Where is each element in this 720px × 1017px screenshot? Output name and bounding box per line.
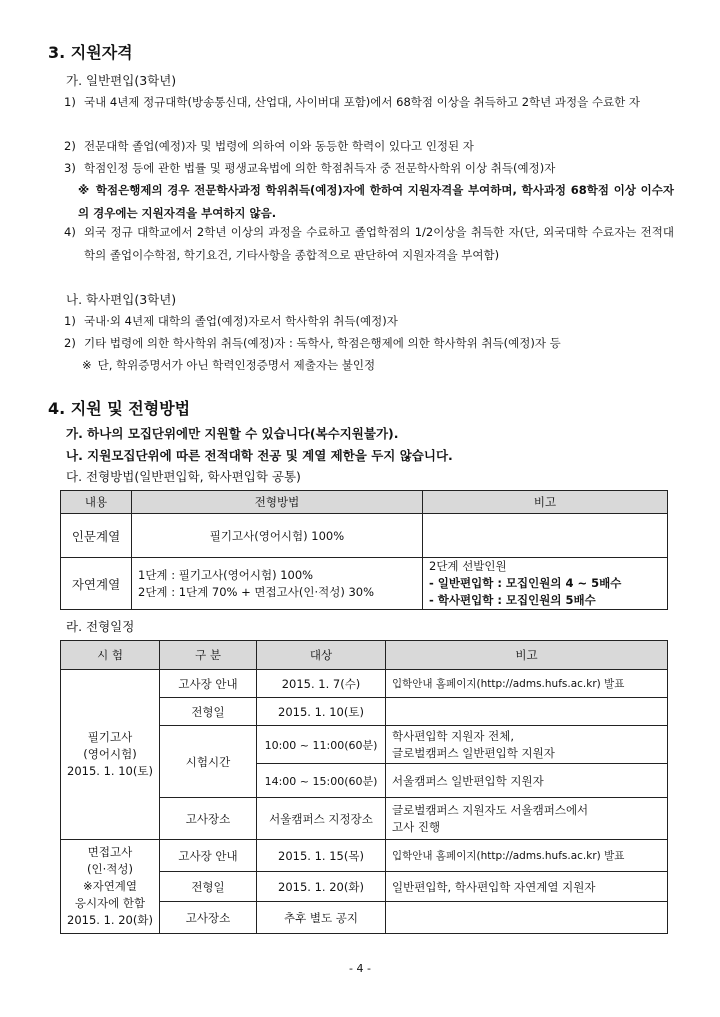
target-cell: 10:00 ~ 11:00(60분) [257, 726, 386, 764]
note-line: 글로벌캠퍼스 일반편입학 지원자 [392, 745, 555, 760]
kind-cell: 시험시간 [160, 726, 257, 798]
exam-line: 응시자에 한함 [74, 896, 146, 910]
table-header-row [61, 491, 668, 514]
item-text: 국내 4년제 정규대학(방송통신대, 산업대, 사이버대 포함)에서 68학점 이상을 취득하고 2학년 과정을 수료한 자 [84, 95, 640, 109]
list-item [64, 91, 674, 114]
col-header: 비고 [386, 641, 668, 670]
table-row [61, 670, 668, 698]
target-cell: 2015. 1. 10(토) [257, 698, 386, 726]
method-cell [132, 558, 423, 610]
section-4-ra: 라. 전형일정 [66, 619, 135, 634]
kind-cell: 고사장 안내 [160, 670, 257, 698]
kind-cell: 고사장소 [160, 798, 257, 840]
item-number: 2) [64, 336, 76, 350]
selection-method-table [60, 490, 668, 610]
note-text [82, 354, 678, 377]
kind-cell: 전형일 [160, 872, 257, 902]
col-header: 시 험 [61, 641, 160, 670]
schedule-table [60, 640, 668, 934]
note-mark: ※ [82, 358, 92, 372]
note-cell: 입학안내 홈페이지(http://adms.hufs.ac.kr) 발표 [386, 670, 668, 698]
note-line: - 일반편입학 : 모집인원의 4 ~ 5배수 [429, 576, 622, 590]
target-cell: 2015. 1. 20(화) [257, 872, 386, 902]
target-cell: 서울캠퍼스 지정장소 [257, 798, 386, 840]
exam-line: (영어시험) [83, 747, 137, 761]
table-row [61, 558, 668, 610]
table-row [61, 840, 668, 872]
note-cell [386, 726, 668, 764]
list-item [64, 135, 674, 158]
method-cell: 필기고사(영어시험) 100% [132, 514, 423, 558]
kind-cell: 전형일 [160, 698, 257, 726]
note-cell: 서울캠퍼스 일반편입학 지원자 [386, 764, 668, 798]
list-item [64, 332, 674, 355]
note-cell [423, 514, 668, 558]
method-line: 1단계 : 필기고사(영어시험) 100% [138, 567, 314, 582]
section-3-ga-title: 가. 일반편입(3학년) [66, 73, 177, 88]
section-3-na-title: 나. 학사편입(3학년) [66, 292, 177, 307]
list-item [64, 221, 674, 267]
item-text: 국내·외 4년제 대학의 졸업(예정)자로서 학사학위 취득(예정)자 [84, 314, 398, 328]
target-cell: 2015. 1. 15(목) [257, 840, 386, 872]
col-header: 대상 [257, 641, 386, 670]
item-number: 1) [64, 314, 76, 328]
exam-line: 2015. 1. 10(토) [67, 764, 153, 778]
note-cell [386, 798, 668, 840]
item-number: 4) [64, 225, 76, 239]
table-row [61, 514, 668, 558]
exam-line: 필기고사 [87, 730, 133, 744]
item-number: 2) [64, 139, 76, 153]
item-text: 외국 정규 대학교에서 2학년 이상의 과정을 수료하고 졸업학점의 1/2이상을 취득한 자(단, 외국대학 수료자는 전적대학의 졸업이수학점, 학기요건, 기타사항을 종합적으로 판단하여 지원자격을 부여함) [84, 225, 674, 262]
note-line: 2단계 선발인원 [429, 559, 507, 573]
note-line: - 학사편입학 : 모집인원의 5배수 [429, 593, 596, 607]
table-header-row [61, 641, 668, 670]
exam-line: 면접고사 [87, 845, 133, 859]
row-label: 자연계열 [61, 558, 132, 610]
col-header: 내용 [61, 491, 132, 514]
note-cell: 일반편입학, 학사편입학 자연계열 지원자 [386, 872, 668, 902]
note-body: 단, 학위증명서가 아닌 학력인정증명서 제출자는 불인정 [97, 358, 376, 372]
exam-line: ※자연계열 [82, 879, 138, 893]
item-number: 1) [64, 95, 76, 109]
col-header: 비고 [423, 491, 668, 514]
note-text [78, 179, 674, 225]
item-text: 학점인정 등에 관한 법률 및 평생교육법에 의한 학점취득자 중 전문학사학위 이상 취득(예정)자 [84, 161, 556, 175]
note-line: 학사편입학 지원자 전체, [392, 728, 515, 743]
col-header: 전형방법 [132, 491, 423, 514]
section-3-title: 3. 지원자격 [48, 43, 133, 62]
exam-cell [61, 840, 160, 934]
section-4-da: 다. 전형방법(일반편입학, 학사편입학 공통) [66, 469, 301, 484]
note-cell: 입학안내 홈페이지(http://adms.hufs.ac.kr) 발표 [386, 840, 668, 872]
section-4-ga: 가. 하나의 모집단위에만 지원할 수 있습니다(복수지원불가). [66, 426, 399, 441]
target-cell: 2015. 1. 7(수) [257, 670, 386, 698]
page-number: - 4 - [349, 962, 371, 975]
method-line: 2단계 : 1단계 70% + 면접고사(인·적성) 30% [138, 584, 375, 599]
item-number: 3) [64, 161, 76, 175]
item-text: 전문대학 졸업(예정)자 및 법령에 의하여 이와 동등한 학력이 있다고 인정된 자 [84, 139, 474, 153]
item-text: 기타 법령에 의한 학사학위 취득(예정)자 : 독학사, 학점은행제에 의한 학사학위 취득(예정)자 등 [84, 336, 561, 350]
note-line: 글로벌캠퍼스 지원자도 서울캠퍼스에서 [392, 802, 589, 817]
kind-cell: 고사장소 [160, 902, 257, 934]
col-header: 구 분 [160, 641, 257, 670]
exam-cell [61, 670, 160, 840]
row-label: 인문계열 [61, 514, 132, 558]
note-cell [386, 698, 668, 726]
note-mark: ※ [78, 183, 90, 197]
exam-line: (인·적성) [87, 862, 133, 876]
kind-cell: 고사장 안내 [160, 840, 257, 872]
target-cell: 추후 별도 공지 [257, 902, 386, 934]
section-4-title: 4. 지원 및 전형방법 [48, 399, 191, 418]
note-body: 학점은행제의 경우 전문학사과정 학위취득(예정)자에 한하여 지원자격을 부여하며, 학사과정 68학점 이상 이수자의 경우에는 지원자격을 부여하지 않음. [78, 183, 674, 220]
note-cell [386, 902, 668, 934]
list-item [64, 310, 674, 333]
list-item [64, 157, 674, 180]
note-cell [423, 558, 668, 610]
section-4-na: 나. 지원모집단위에 따른 전적대학 전공 및 계열 제한을 두지 않습니다. [66, 448, 453, 463]
note-line: 고사 진행 [392, 819, 441, 834]
target-cell: 14:00 ~ 15:00(60분) [257, 764, 386, 798]
exam-line: 2015. 1. 20(화) [67, 913, 153, 927]
